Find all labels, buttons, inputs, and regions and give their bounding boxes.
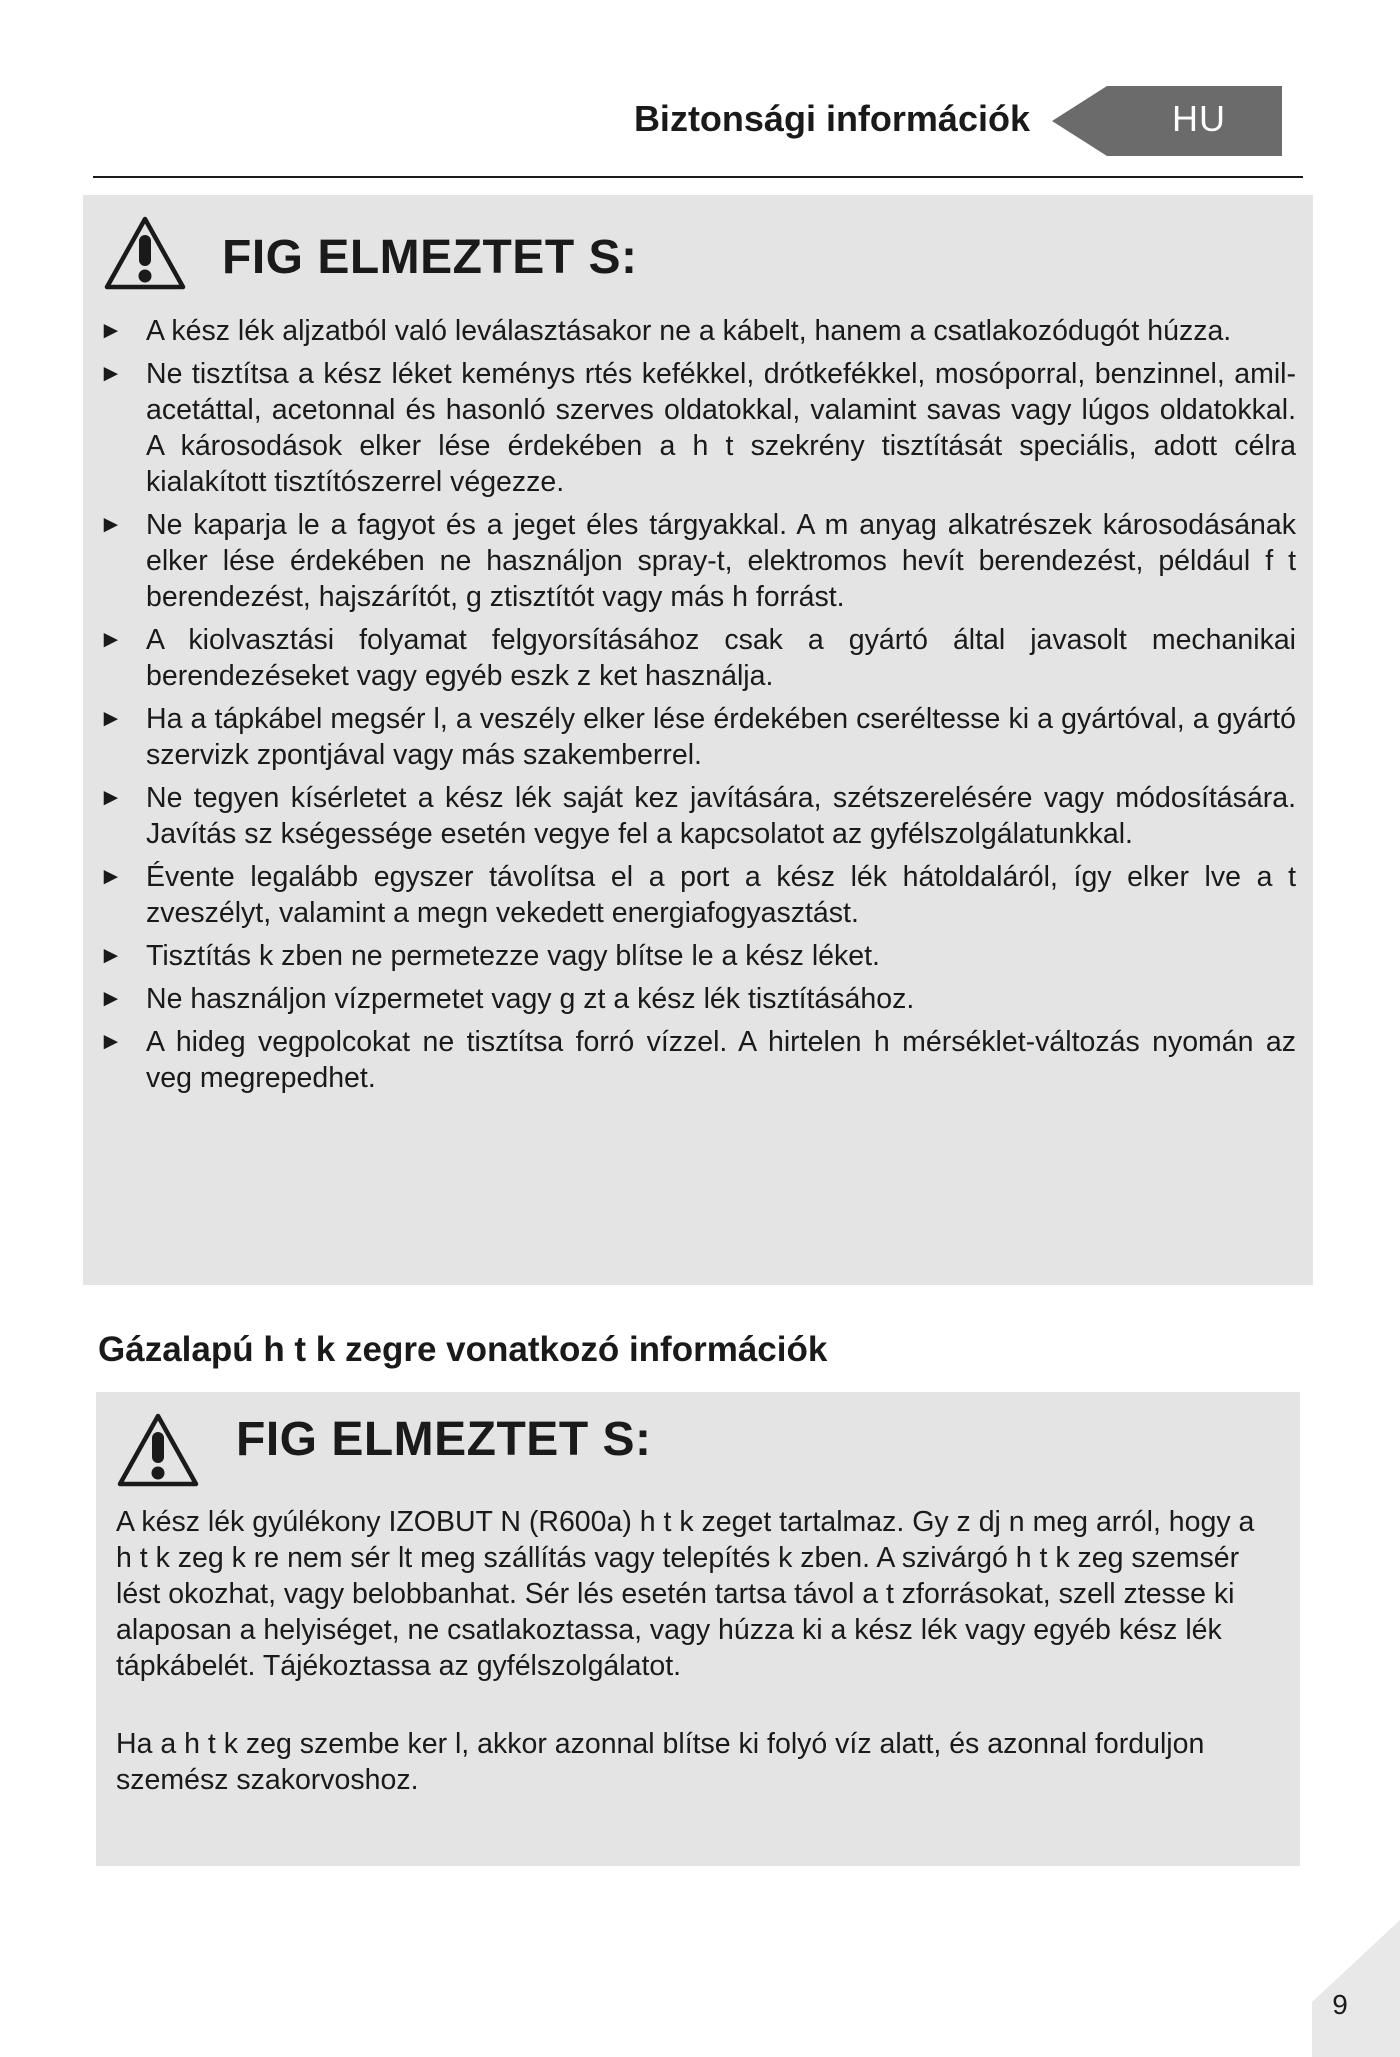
- bullet-arrow-icon: ►: [99, 942, 123, 969]
- page-header-title: Biztonsági információk: [633, 98, 1030, 139]
- bullet-arrow-icon: ►: [99, 784, 123, 811]
- list-item: [99, 938, 1296, 974]
- bullet-arrow-icon: ►: [99, 985, 123, 1012]
- list-item-text: Ne használjon vízpermetet vagy g zt a kész lék tisztításához.: [146, 983, 915, 1015]
- list-item-text: Ne tegyen kísérletet a kész lék saját kez javítására, szétszerelésére vagy módosítására. Javítás sz kségessége esetén vegye fel a kapcsolatot az gyfélszolgálatunkkal.: [146, 782, 1296, 850]
- bullet-arrow-icon: ►: [99, 511, 123, 538]
- page-number: 9: [1332, 1989, 1348, 2020]
- list-item-text: Évente legalább egyszer távolítsa el a port a kész lék hátoldaláról, így elker lve a t zveszélyt, valamint a megn vekedett energiafogyasztást.: [146, 861, 1296, 929]
- list-item-text: A kész lék aljzatból való leválasztásakor ne a kábelt, hanem a csatlakozódugót húzza.: [146, 315, 1232, 347]
- list-item-text: Ha a tápkábel megsér l, a veszély elker lése érdekében cseréltesse ki a gyártóval, a gyártó szervizk zpontjával vagy más szakemberrel.: [146, 703, 1296, 771]
- bullet-arrow-icon: ►: [99, 705, 123, 732]
- warning-triangle-icon: [103, 215, 187, 291]
- list-item: [99, 507, 1296, 615]
- warning-triangle-icon: [116, 1412, 200, 1488]
- header-divider: [93, 176, 1303, 178]
- list-item: [99, 1024, 1296, 1096]
- eye-contact-paragraph: Ha a h t k zeg szembe ker l, akkor azonnal blítse ki folyó víz alatt, és azonnal forduljon szemész szakorvoshoz.: [116, 1728, 1205, 1796]
- warning-panel-maintenance: [83, 195, 1313, 1285]
- bullet-arrow-icon: ►: [99, 863, 123, 890]
- language-tab: [1052, 86, 1282, 156]
- list-item-text: Ne tisztítsa a kész léket keménys rtés kefékkel, drótkefékkel, mosóporral, benzinnel, amil-acetáttal, acetonnal és hasonló szerves oldatokkal, valamint savas vagy lúgos oldatokkal. A károsodások elker lése érdekében a h t szekrény tisztítását speciális, adott célra kialakított tisztítószerrel végezze.: [146, 358, 1296, 498]
- list-item-text: A kiolvasztási folyamat felgyorsításához csak a gyártó által javasolt mechanikai berendezéseket vagy egyéb eszk z ket használja.: [146, 624, 1296, 692]
- list-item-text: A hideg vegpolcokat ne tisztítsa forró vízzel. A hirtelen h mérséklet-változás nyomán az veg megrepedhet.: [146, 1026, 1296, 1094]
- warning-title: FIG ELMEZTET S:: [222, 231, 638, 284]
- bullet-arrow-icon: ►: [99, 360, 123, 387]
- list-item: [99, 981, 1296, 1017]
- warning-bullet-list: [99, 313, 1296, 1103]
- list-item: [99, 859, 1296, 931]
- list-item: [99, 780, 1296, 852]
- list-item: [99, 622, 1296, 694]
- list-item-text: Ne kaparja le a fagyot és a jeget éles tárgyakkal. A m anyag alkatrészek károsodásának elker lése érdekében ne használjon spray-t, elektromos hevít berendezést, például f t berendezést, hajszárítót, g ztisztítót vagy más h forrást.: [146, 509, 1296, 613]
- list-item: [99, 701, 1296, 773]
- bullet-arrow-icon: ►: [99, 626, 123, 653]
- warning-title: FIG ELMEZTET S:: [236, 1413, 652, 1466]
- list-item: [99, 313, 1296, 349]
- section-heading-refrigerant: Gázalapú h t k zegre vonatkozó információk: [98, 1330, 828, 1369]
- language-code: HU: [1172, 98, 1226, 139]
- refrigerant-warning-paragraph: A kész lék gyúlékony IZOBUT N (R600a) h t k zeget tartalmaz. Gy z dj n meg arról, hogy a h t k zeg k re nem sér lt meg szállítás vagy telepítés k zben. A szivárgó h t k zeg szemsér lést okozhat, vagy belobbanhat. Sér lés esetén tartsa távol a t zforrásokat, szell ztesse ki alaposan a helyiséget, ne csatlakoztassa, vagy húzza ki a kész lék vagy egyéb kész lék tápkábelét. Tájékoztassa az gyfélszolgálatot.: [116, 1506, 1255, 1682]
- warning-panel-refrigerant: [96, 1392, 1300, 1866]
- list-item-text: Tisztítás k zben ne permetezze vagy blítse le a kész léket.: [146, 940, 880, 972]
- bullet-arrow-icon: ►: [99, 1028, 123, 1055]
- bullet-arrow-icon: ►: [99, 317, 123, 344]
- list-item: [99, 356, 1296, 500]
